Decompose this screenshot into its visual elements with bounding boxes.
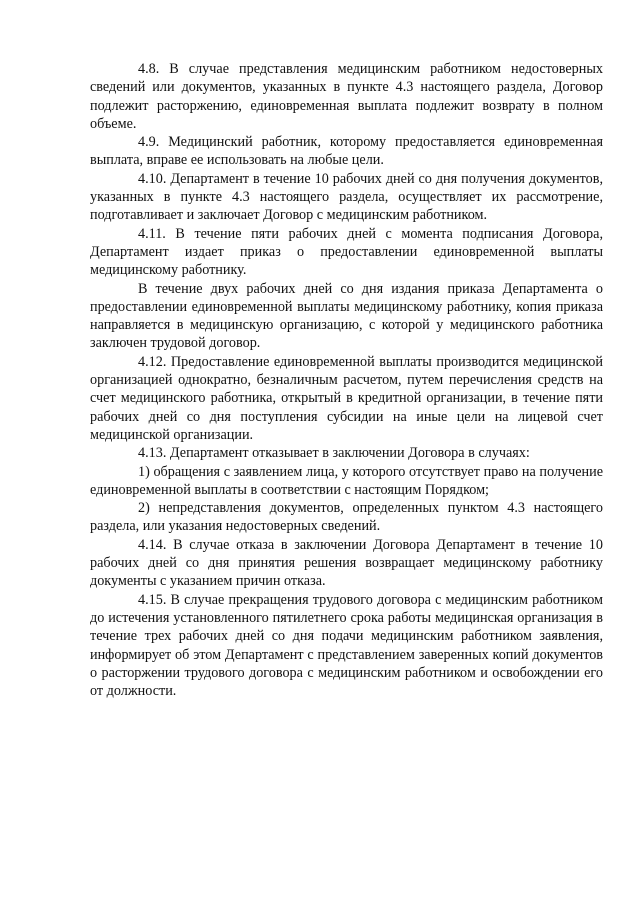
paragraph-4-10: 4.10. Департамент в течение 10 рабочих дней со дня получения документов, указанных в пункте 4.3 настоящего раздела, осуществляет их рассмотрение, подготавливает и заключает Договор с медицинским работником. [90, 170, 603, 224]
paragraph-4-13: 4.13. Департамент отказывает в заключении Договора в случаях: [138, 445, 530, 462]
paragraph-4-13-item-1: 1) обращения с заявлением лица, у которого отсутствует право на получение единовременной выплаты в соответствии с настоящим Порядком; [90, 463, 603, 498]
paragraph-4-8: 4.8. В случае представления медицинским работником недостоверных сведений или документов, указанных в пункте 4.3 настоящего раздела, Договор подлежит расторжению, единовременная выплата подлежит возврату в полном объеме. [90, 61, 603, 132]
paragraph-4-9: 4.9. Медицинский работник, которому предоставляется единовременная выплата, вправе ее использовать на любые цели. [90, 134, 603, 169]
paragraph-4-13-item-2: 2) непредставления документов, определенных пунктом 4.3 настоящего раздела, или указания недостоверных сведений. [90, 500, 603, 535]
paragraph-4-11-continued: В течение двух рабочих дней со дня издания приказа Департамента о предоставлении единовременной выплаты медицинскому работнику, копия приказа направляется в медицинскую организацию, с которой у медицинского работника заключен трудовой договор. [90, 280, 603, 352]
paragraph-4-12: 4.12. Предоставление единовременной выплаты производится медицинской организацией однократно, безналичным расчетом, путем перечисления средств на счет медицинского работника, открытый в кредитной организации, в течение пяти рабочих дней со дня поступления субсидии на иные цели на лицевой счет медицинской организации. [90, 353, 603, 443]
document-page [90, 60, 603, 700]
paragraph-4-15: 4.15. В случае прекращения трудового договора с медицинским работником до истечения установленного пятилетнего срока работы медицинская организация в течение трех рабочих дней со дня подачи медицинским работником заявления, информирует об этом Департамент с представлением заверенных копий документов о расторжении трудового договора с медицинским работником и освобождении его от должности. [90, 591, 603, 700]
paragraph-4-11: 4.11. В течение пяти рабочих дней с момента подписания Договора, Департамент издает приказ о предоставлении единовременной выплаты медицинскому работнику. [90, 225, 603, 279]
paragraph-4-14: 4.14. В случае отказа в заключении Договора Департамент в течение 10 рабочих дней со дня принятия решения возвращает медицинскому работнику документы с указанием причин отказа. [90, 536, 603, 590]
